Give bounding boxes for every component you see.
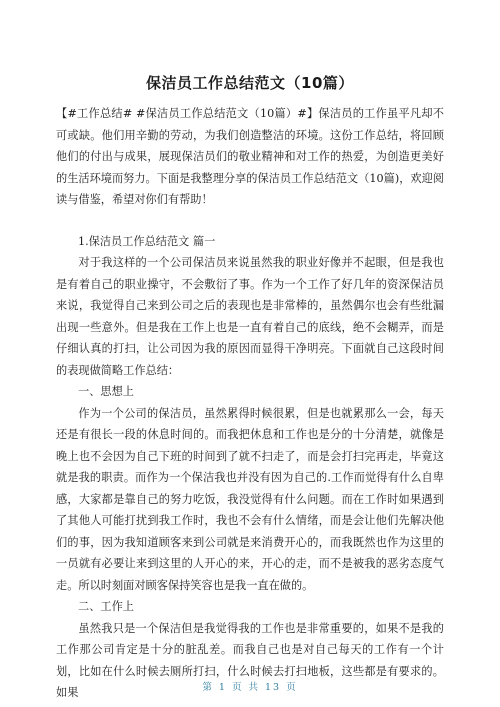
body-paragraph: 虽然我只是一个保洁但是我觉得我的工作也是非常重要的，如果不是我的工作那公司肯定是十分的脏乱差。而我自己也是对自己每天的工作有一个计划，比如在什么时候去厕所打扫，什么时候去打扫地板，这些都是有要求的。如果 bbox=[56, 621, 444, 699]
subheading-work: 二、工作上 bbox=[78, 600, 134, 613]
body-paragraph: 作为一个公司的保洁员，虽然累得时候很累，但是也就累那么一会，每天还是有很长一段的休息时间的。而我把休息和工作也是分的十分清楚，就像是晚上也不会因为自己下班的时间到了就不扫走了，而是会打扫完再走，毕竟这就是我的职责。而作为一个保洁我也并没有因为自己的.工作而觉得有什么自卑感，大家都是靠自己的努力吃饭，我没觉得有什么问题。而在工作时如果遇到了其他人可能打扰到我工作时，我也不会有什么情绪，而是会让他们先解决他们的事，因为我知道顾客来到公司就是来消费开心的，而我既然也作为这里的一员就有必要让来到这里的人开心的来，开心的走，而不是被我的恶劣态度气走。所以时刻面对顾客保持笑容也是我一直在做的。 bbox=[56, 406, 444, 592]
section-heading: 1.保洁员工作总结范文 篇一 bbox=[78, 234, 216, 248]
intro-paragraph: 【#工作总结# #保洁员工作总结范文（10篇）#】保洁员的工作虽平凡却不可或缺。他们用辛勤的劳动，为我们创造整洁的环境。这份工作总结，将回顾他们的付出与成果，展现保洁员们的敬业精神和对工作的热爱，为创造更美好的生活环境而努力。下面是我整理分享的保洁员工作总结范文（10篇)，欢迎阅读与借鉴，希望对你们有帮助！ bbox=[56, 107, 444, 206]
page-footer: 第 1 页 共 13 页 bbox=[202, 682, 298, 693]
document-title: 保洁员工作总结范文（10篇） bbox=[146, 74, 354, 92]
body-paragraph: 对于我这样的一个公司保洁员来说虽然我的职业好像并不起眼，但是我也是有着自己的职业操守，不会敷衍了事。作为一个工作了好几年的资深保洁员来说，我觉得自己来到公司之后的表现也是非常棒的，虽然偶尔也会有些纰漏出现一些意外。但是我在工作上也是一直有着自己的底线，绝不会糊弄，而是仔细认真的打扫，让公司因为我的原因而显得干净明亮。下面就自己这段时间的表现做简略工作总结： bbox=[56, 256, 444, 377]
subheading-thought: 一、思想上 bbox=[78, 385, 134, 398]
